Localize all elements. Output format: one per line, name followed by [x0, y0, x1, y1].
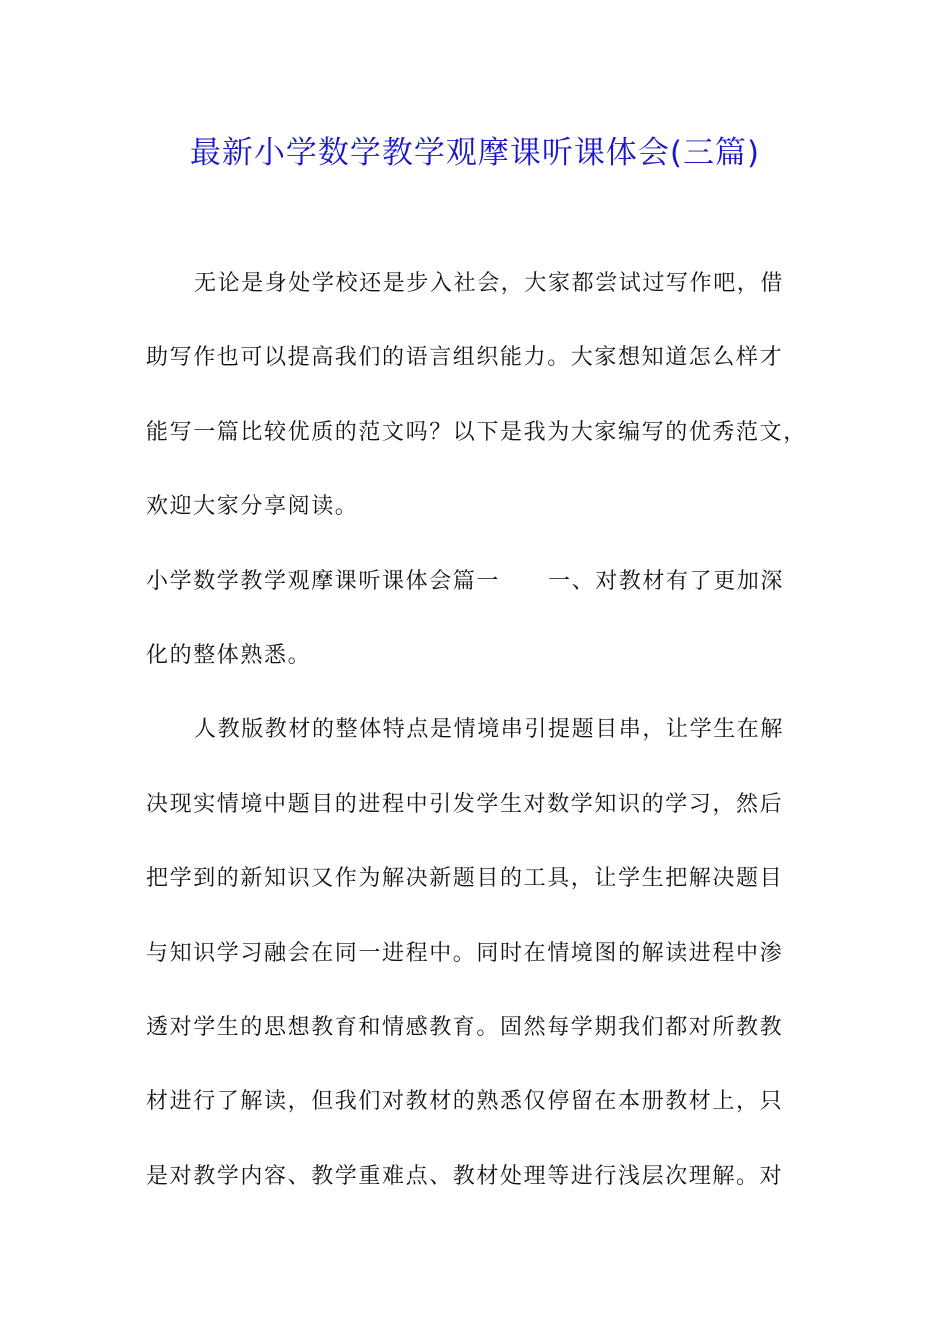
document-title: 最新小学数学教学观摩课听课体会(三篇)	[189, 135, 761, 171]
paragraph-line: 决现实情境中题目的进程中引发学生对数学知识的学习，然后	[146, 791, 784, 817]
paragraph-line: 助写作也可以提高我们的语言组织能力。大家想知道怎么样才	[146, 345, 784, 371]
section-heading: 小学数学教学观摩课听课体会篇一	[146, 568, 501, 594]
paragraph-line: 是对教学内容、教学重难点、教材处理等进行浅层次理解。对	[146, 1163, 784, 1189]
paragraph-line: 能写一篇比较优质的范文吗？以下是我为大家编写的优秀范文，	[146, 419, 807, 445]
paragraph-line: 材进行了解读，但我们对教材的熟悉仅停留在本册教材上，只	[146, 1089, 784, 1115]
paragraph-line: 与知识学习融会在同一进程中。同时在情境图的解读进程中渗	[146, 940, 784, 966]
paragraph-line: 化的整体熟悉。	[146, 642, 312, 668]
paragraph-line: 透对学生的思想教育和情感教育。固然每学期我们都对所教教	[146, 1014, 784, 1040]
paragraph-line: 把学到的新知识又作为解决新题目的工具，让学生把解决题目	[146, 866, 784, 892]
section-heading-line	[146, 560, 808, 634]
document-body	[146, 262, 808, 1229]
section-first-point: 一、对教材有了更加深	[548, 568, 785, 594]
paragraph-line: 人教版教材的整体特点是情境串引提题目串，让学生在解	[194, 717, 785, 743]
paragraph-line: 无论是身处学校还是步入社会，大家都尝试过写作吧，借	[194, 271, 785, 296]
paragraph-line: 欢迎大家分享阅读。	[146, 494, 359, 520]
